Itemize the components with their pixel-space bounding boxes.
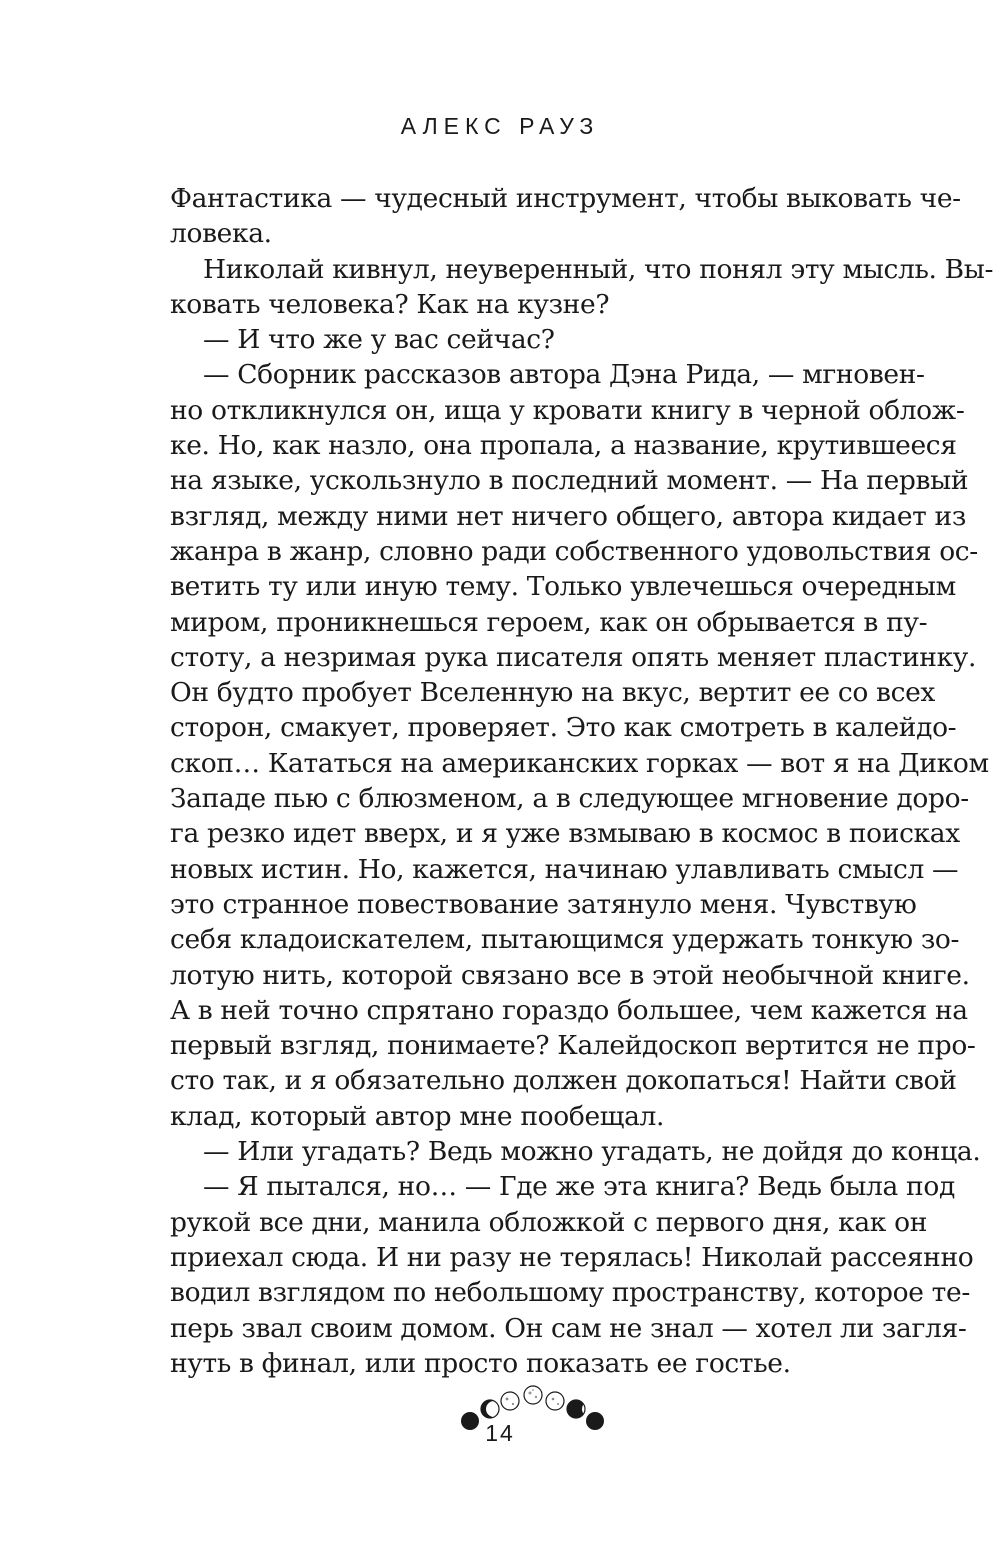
text-line: взгляд, между ними нет ничего общего, автора кидает из	[170, 500, 966, 532]
running-head-author: АЛЕКС РАУЗ	[400, 113, 600, 139]
text-line: себя кладоискателем, пытающимся удержать тонкую зо-	[170, 924, 960, 956]
text-line: жанра в жанр, словно ради собственного удовольствия ос-	[170, 535, 978, 567]
body-text	[170, 181, 994, 1381]
text-line: ке. Но, как назло, она пропала, а название, крутившееся	[170, 430, 957, 462]
text-line: но откликнулся он, ища у кровати книгу в черной облож-	[170, 394, 965, 426]
text-line: новых истин. Но, кажется, начинаю улавливать смысл —	[170, 853, 959, 885]
text-line: перь звал своим домом. Он сам не знал — хотел ли загля-	[170, 1312, 967, 1344]
text-line: Николай кивнул, неуверенный, что понял эту мысль. Вы-	[203, 253, 994, 285]
page-number: 14	[485, 1420, 515, 1446]
text-line: рукой все дни, манила обложкой с первого дня, как он	[170, 1206, 928, 1238]
text-line: ковать человека? Как на кузне?	[170, 288, 610, 320]
text-line: ловека.	[170, 218, 272, 250]
text-line: водил взглядом по небольшому пространству, которое те-	[170, 1277, 970, 1309]
text-line: Фантастика — чудесный инструмент, чтобы выковать че-	[170, 183, 961, 214]
text-line: — Или угадать? Ведь можно угадать, не дойдя до конца.	[203, 1136, 981, 1168]
text-line: приехал сюда. И ни разу не терялась! Николай рассеянно	[170, 1241, 974, 1273]
text-line: первый взгляд, понимаете? Калейдоскоп вертится не про-	[170, 1030, 976, 1062]
text-line: клад, который автор мне пообещал.	[170, 1100, 665, 1132]
text-line: га резко идет вверх, и я уже взмываю в космос в поисках	[170, 818, 960, 850]
text-line: ветить ту или иную тему. Только увлечешься очередным	[170, 571, 956, 603]
text-line: стоту, а незримая рука писателя опять меняет пластинку.	[170, 641, 977, 673]
text-line: — Я пытался, но… — Где же эта книга? Ведь была под	[203, 1171, 955, 1203]
text-line: — И что же у вас сейчас?	[203, 324, 555, 356]
text-line: сто так, и я обязательно должен докопаться! Найти свой	[170, 1065, 957, 1097]
text-line: сторон, смакует, проверяет. Это как смотреть в калейдо-	[170, 712, 957, 744]
text-line: — Сборник рассказов автора Дэна Рида, — мгновен-	[203, 359, 925, 391]
text-line: Он будто пробует Вселенную на вкус, вертит ее со всех	[170, 677, 935, 709]
text-line: на языке, ускользнуло в последний момент. — На первый	[170, 465, 969, 497]
text-line: А в ней точно спрятано гораздо большее, чем кажется на	[170, 994, 968, 1026]
text-line: нуть в финал, или просто показать ее гостье.	[170, 1347, 791, 1379]
text-line: скоп… Кататься на американских горках — вот я на Диком	[170, 747, 989, 779]
text-line: миром, проникнешься героем, как он обрывается в пу-	[170, 606, 928, 638]
text-line: лотую нить, которой связано все в этой необычной книге.	[170, 959, 970, 991]
text-line: Западе пью с блюзменом, а в следующее мгновение доро-	[170, 783, 969, 815]
text-line: это странное повествование затянуло меня. Чувствую	[170, 888, 917, 920]
